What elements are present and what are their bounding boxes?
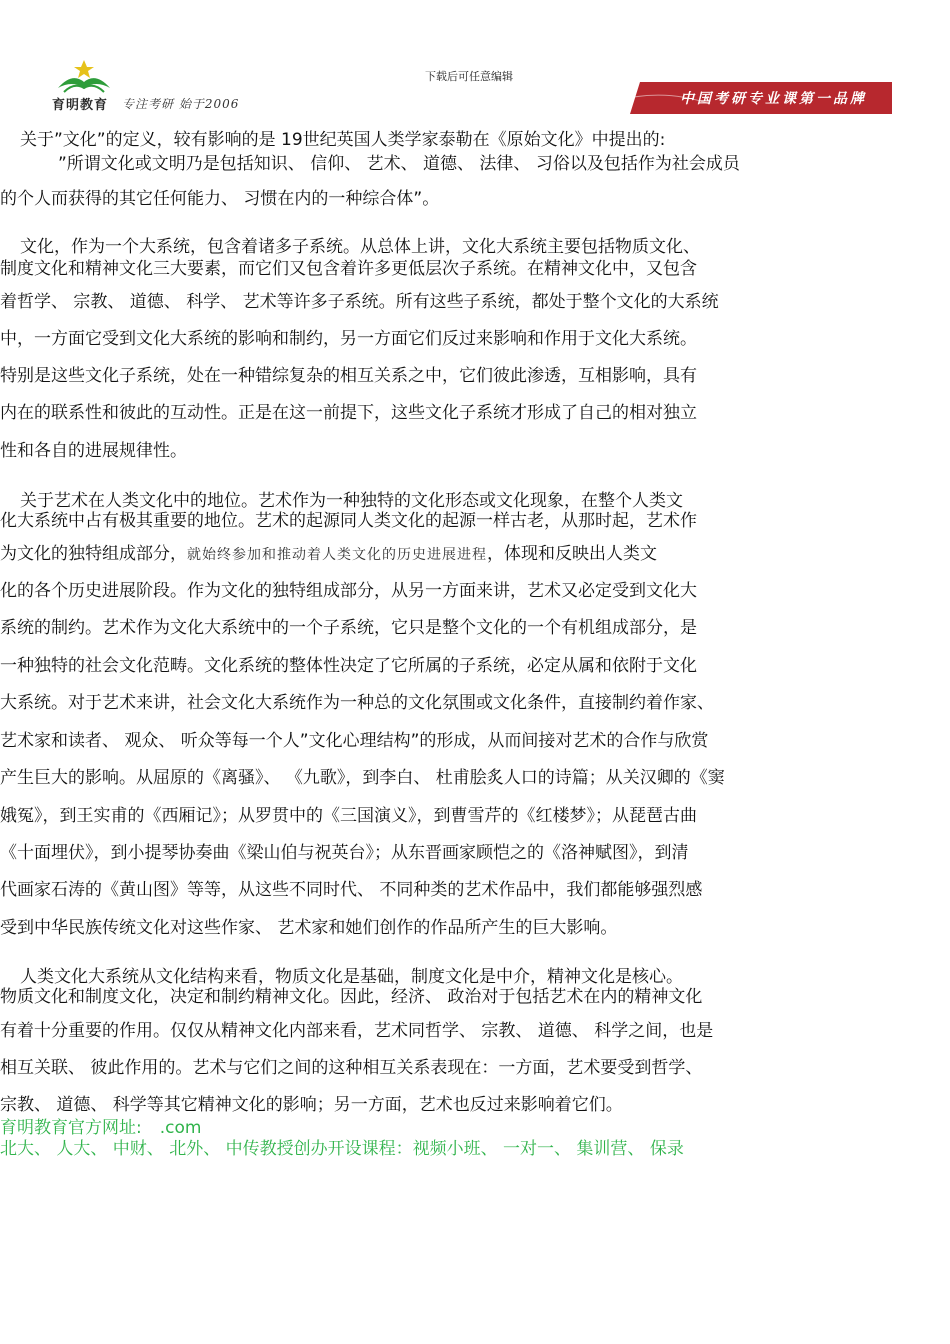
paragraph-line: 化大系统中占有极其重要的地位。艺术的起源同人类文化的起源一样古老，从那时起，艺术作 — [0, 511, 697, 531]
courses-line: 北大、 人大、 中财、 北外、 中传教授创办开设课程：视频小班、 一对一、 集训营、 保录 — [0, 1139, 684, 1159]
paragraph-line-mixed — [0, 543, 657, 566]
paragraph-line: 《十面埋伏》，到小提琴协奏曲《梁山伯与祝英台》；从东晋画家顾恺之的《洛神赋图》，到清 — [0, 843, 689, 863]
paragraph-line: 性和各自的进展规律性。 — [0, 441, 187, 461]
page-header — [0, 0, 950, 120]
paragraph-line: 相互关联、 彼此作用的。艺术与它们之间的这种相互关系表现在：一方面，艺术要受到哲学、 — [0, 1058, 703, 1078]
logo-name: 育明教育 — [52, 98, 109, 113]
paragraph-line: 的个人而获得的其它任何能力、 习惯在内的一种综合体”。 — [0, 189, 440, 209]
paragraph-line: 受到中华民族传统文化对这些作家、 艺术家和她们创作的作品所产生的巨大影响。 — [0, 918, 618, 938]
paragraph-line: 艺术家和读者、 观众、 听众等每一个人”文化心理结构”的形成，从而间接对艺术的合作与欣赏 — [0, 731, 709, 751]
paragraph-line: 代画家石涛的《黄山图》等等，从这些不同时代、 不同种类的艺术作品中，我们都能够强烈感 — [0, 880, 703, 900]
paragraph-line: 一种独特的社会文化范畴。文化系统的整体性决定了它所属的子系统，必定从属和依附于文化 — [0, 656, 697, 676]
paragraph-line: 大系统。对于艺术来讲，社会文化大系统作为一种总的文化氛围或文化条件，直接制约着作家、 — [0, 693, 714, 713]
line-segment-serif: 就始终参加和推动着人类文化的历史进展进程 — [187, 547, 487, 563]
brand-logo — [48, 58, 278, 114]
site-link[interactable]: .com — [159, 1118, 202, 1138]
paragraph-line: 化的各个历史进展阶段。作为文化的独特组成部分，从另一方面来讲，艺术又必定受到文化大 — [0, 581, 697, 601]
paragraph-line: ”所谓文化或文明乃是包括知识、 信仰、 艺术、 道德、 法律、 习俗以及包括作为社会成员 — [58, 154, 740, 174]
paragraph-line: 系统的制约。艺术作为文化大系统中的一个子系统，它只是整个文化的一个有机组成部分，是 — [0, 618, 697, 638]
paragraph-line: 宗教、 道德、 科学等其它精神文化的影响；另一方面，艺术也反过来影响着它们。 — [0, 1095, 623, 1115]
paragraph-line: 关于艺术在人类文化中的地位。艺术作为一种独特的文化形态或文化现象，在整个人类文 — [20, 491, 683, 511]
paragraph-line: 物质文化和制度文化，决定和制约精神文化。因此，经济、 政治对于包括艺术在内的精神文化 — [0, 987, 703, 1007]
logo-slogan: 专注考研 始于2006 — [122, 97, 240, 111]
paragraph-line: 特别是这些文化子系统，处在一种错综复杂的相互关系之中，它们彼此渗透，互相影响，具有 — [0, 366, 697, 386]
paragraph-line: 内在的联系性和彼此的互动性。正是在这一前提下，这些文化子系统才形成了自己的相对独立 — [0, 403, 697, 423]
header-note: 下载后可任意编辑 — [425, 70, 513, 83]
paragraph-line: 人类文化大系统从文化结构来看，物质文化是基础，制度文化是中介，精神文化是核心。 — [20, 967, 683, 987]
site-label: 育明教育官方网址: — [0, 1118, 142, 1138]
brand-banner — [630, 82, 892, 114]
line-segment: 为文化的独特组成部分， — [0, 544, 187, 564]
paragraph-line: 有着十分重要的作用。仅仅从精神文化内部来看，艺术同哲学、 宗教、 道德、 科学之间，也是 — [0, 1021, 714, 1041]
paragraph-line: 文化，作为一个大系统，包含着诸多子系统。从总体上讲，文化大系统主要包括物质文化、 — [20, 237, 700, 257]
paragraph-line: 产生巨大的影响。从屈原的《离骚》、 《九歌》，到李白、 杜甫脍炙人口的诗篇；从关汉卿的《窦 — [0, 768, 725, 788]
paragraph-line: 中，一方面它受到文化大系统的影响和制约，另一方面它们反过来影响和作用于文化大系统。 — [0, 329, 697, 349]
line-segment: ，体现和反映出人类文 — [487, 544, 657, 564]
paragraph-line: 娥冤》，到王实甫的《西厢记》；从罗贯中的《三国演义》，到曹雪芹的《红楼梦》；从琵琶古曲 — [0, 806, 697, 826]
paragraph-line: 着哲学、 宗教、 道德、 科学、 艺术等许多子系统。所有这些子系统，都处于整个文化的大系统 — [0, 292, 719, 312]
banner-text: 中国考研专业课第一品牌 — [680, 91, 867, 107]
paragraph-line: 关于”文化”的定义，较有影响的是 19世纪英国人类学家泰勒在《原始文化》中提出的: — [20, 130, 666, 150]
paragraph-line: 制度文化和精神文化三大要素，而它们又包含着许多更低层次子系统。在精神文化中，又包含 — [0, 259, 697, 279]
laurel-book-icon — [54, 58, 114, 94]
official-site-line — [0, 1117, 201, 1139]
